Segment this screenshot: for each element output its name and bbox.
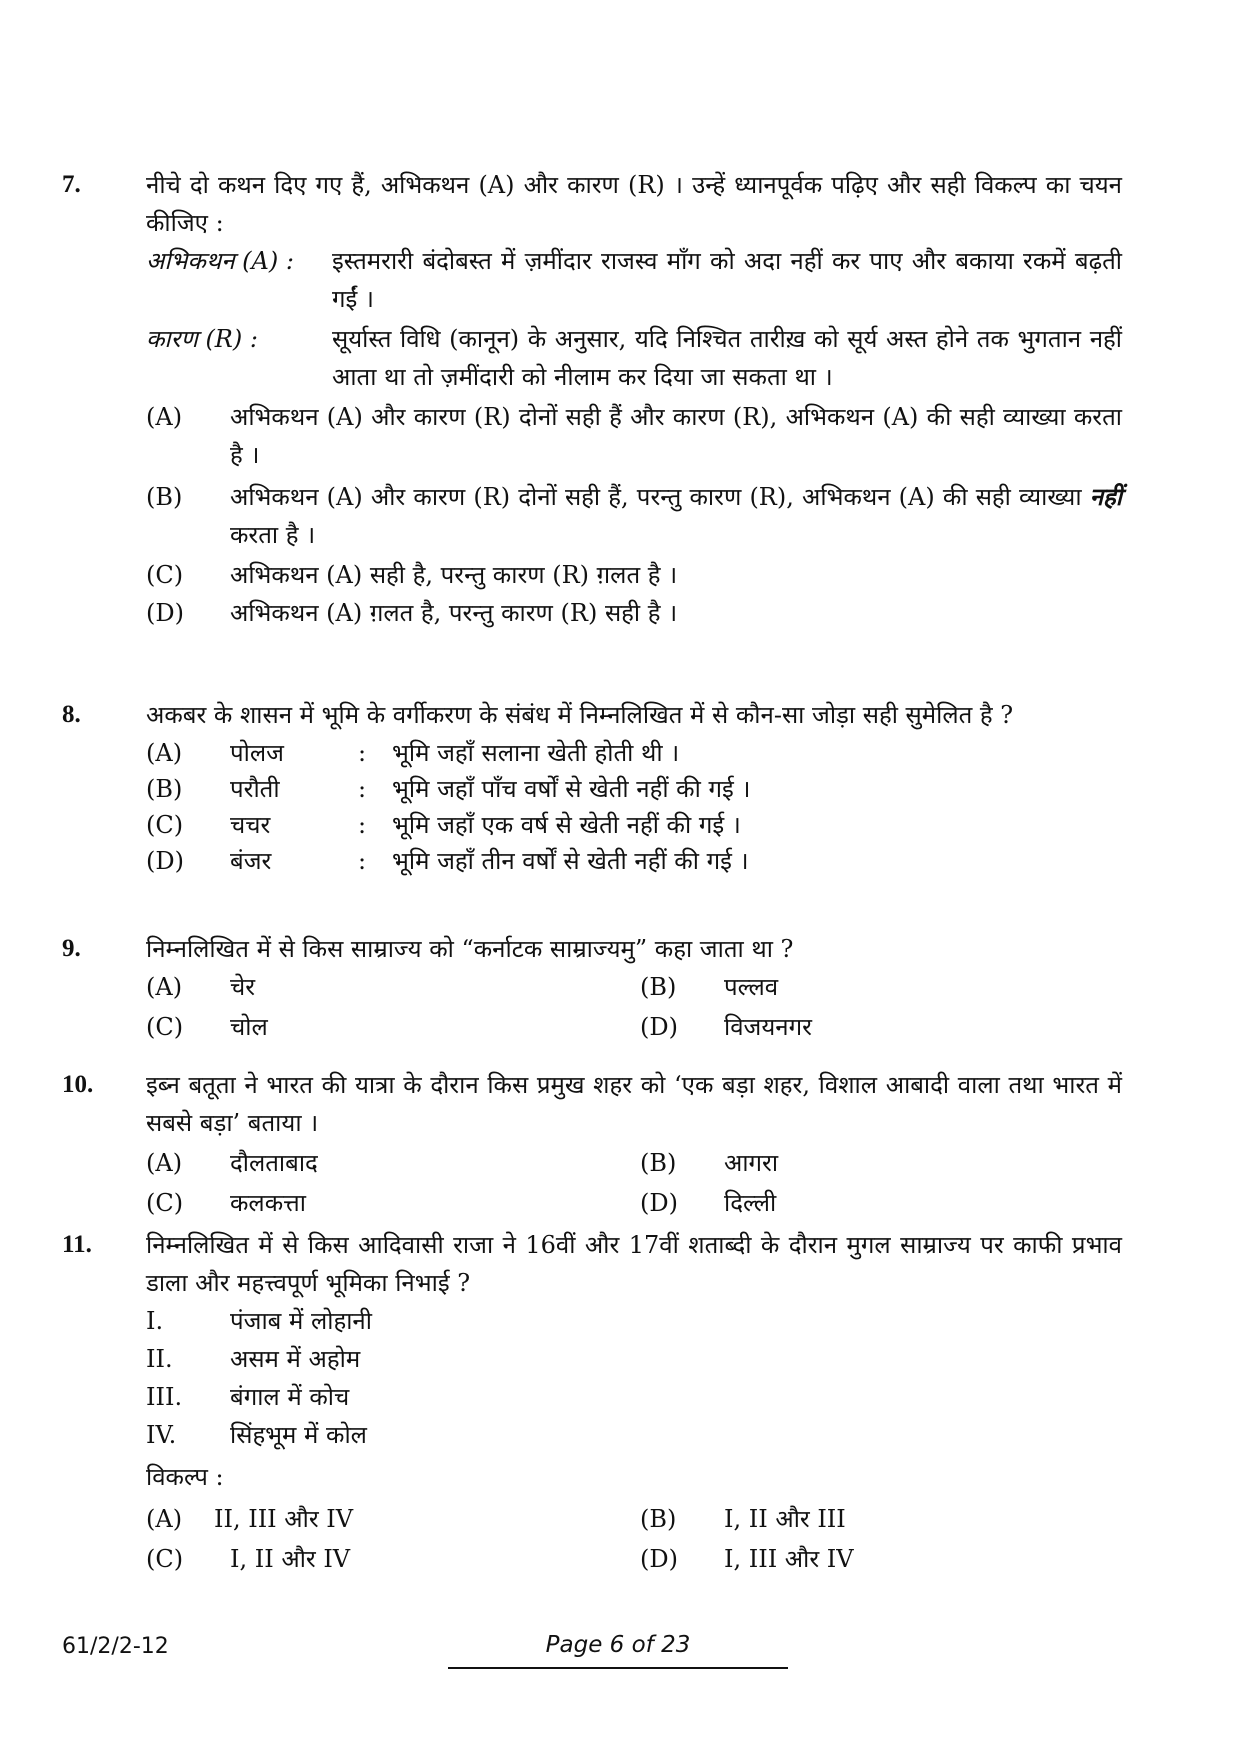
options-row-1 (62, 968, 1122, 1008)
option-text-part: अभिकथन (A) और कारण (R) दोनों सही हैं, परन्तु कारण (R), अभिकथन (A) की सही व्याख्या (230, 483, 1082, 511)
option-d (62, 842, 1122, 878)
emphasis-not: नहीं (1089, 482, 1122, 511)
option-text: अभिकथन (A) सही है, परन्तु कारण (R) ग़लत है । (230, 561, 678, 589)
option-text: दौलताबाद (230, 1149, 318, 1177)
reason-text: सूर्यास्त विधि (कानून) के अनुसार, यदि निश्चित तारीख़ को सूर्य अस्त होने तक भुगतान नहीं आता था तो ज़मींदारी को नीलाम कर दिया जा सकता था । (332, 325, 1122, 391)
option-label: (C) (146, 1013, 184, 1041)
option-term: बंजर (230, 847, 272, 875)
question-number: 8. (62, 701, 81, 728)
option-term: चचर (230, 811, 271, 839)
option-text: I, II और IV (230, 1545, 351, 1573)
option-term: पोलज (230, 739, 284, 767)
question-stem: अकबर के शासन में भूमि के वर्गीकरण के संबंध में निम्नलिखित में से कौन-सा जोड़ा सही सुमेलित है ? (146, 701, 1014, 729)
option-label: (D) (146, 847, 184, 875)
option-desc: भूमि जहाँ सलाना खेती होती थी । (392, 739, 680, 767)
option-text: I, II और III (724, 1505, 846, 1533)
question-10 (62, 1066, 1122, 1224)
option-a (146, 398, 1122, 474)
option-desc: भूमि जहाँ पाँच वर्षों से खेती नहीं की गई । (392, 775, 751, 803)
option-text: चेर (230, 973, 256, 1001)
option-label: (A) (146, 1149, 183, 1177)
option-label: (B) (640, 973, 677, 1001)
option-text: कलकत्ता (230, 1189, 306, 1217)
option-label: (D) (146, 599, 184, 627)
question-9 (62, 930, 1122, 1048)
list-item (62, 1378, 1122, 1416)
question-8 (62, 696, 1122, 878)
option-desc: भूमि जहाँ तीन वर्षों से खेती नहीं की गई । (392, 847, 749, 875)
item-label: IV. (146, 1421, 177, 1449)
option-label: (A) (146, 739, 183, 767)
options-row-2 (62, 1184, 1122, 1224)
question-stem: नीचे दो कथन दिए गए हैं, अभिकथन (A) और कारण (R) । उन्हें ध्यानपूर्वक पढ़िए और सही विकल्प का चयन कीजिए : (146, 171, 1122, 237)
assertion-label: अभिकथन (A) : (146, 247, 294, 275)
item-text: पंजाब में लोहानी (230, 1307, 372, 1335)
option-label: (A) (146, 973, 183, 1001)
item-text: सिंहभूम में कोल (230, 1421, 367, 1449)
option-label: (B) (146, 483, 183, 511)
item-label: I. (146, 1307, 164, 1335)
option-label: (D) (640, 1189, 678, 1217)
item-text: बंगाल में कोच (230, 1383, 350, 1411)
option-text (230, 478, 1122, 554)
option-label: (C) (146, 1545, 184, 1573)
question-stem: निम्नलिखित में से किस आदिवासी राजा ने 16वीं और 17वीं शताब्दी के दौरान मुगल साम्राज्य पर काफी प्रभाव डाला और महत्त्वपूर्ण भूमिका निभाई ? (146, 1231, 1122, 1297)
reason-label: कारण (R) : (146, 325, 258, 353)
option-text: I, III और IV (724, 1545, 854, 1573)
list-item (62, 1416, 1122, 1454)
option-text: चोल (230, 1013, 268, 1041)
item-label: II. (146, 1345, 173, 1373)
option-text: अभिकथन (A) और कारण (R) दोनों सही हैं और कारण (R), अभिकथन (A) की सही व्याख्या करता है । (230, 403, 1122, 469)
paper-code: 61/2/2-12 (62, 1634, 169, 1659)
option-desc: भूमि जहाँ एक वर्ष से खेती नहीं की गई । (392, 811, 741, 839)
question-number: 9. (62, 935, 81, 962)
option-text: अभिकथन (A) ग़लत है, परन्तु कारण (R) सही है । (230, 599, 678, 627)
item-label: III. (146, 1383, 183, 1411)
assertion-text: इस्तमरारी बंदोबस्त में ज़मींदार राजस्व माँग को अदा नहीं कर पाए और बकाया रकमें बढ़ती गईं । (332, 247, 1122, 313)
option-c (62, 806, 1122, 842)
option-label: (B) (146, 775, 183, 803)
question-stem: इब्न बतूता ने भारत की यात्रा के दौरान किस प्रमुख शहर को ‘एक बड़ा शहर, विशाल आबादी वाला तथा भारत में सबसे बड़ा’ बताया । (146, 1071, 1122, 1137)
options-row-1 (62, 1500, 1122, 1540)
option-c (146, 556, 1122, 594)
option-separator: : (358, 811, 367, 839)
option-term: परौती (230, 775, 280, 803)
option-separator: : (358, 775, 367, 803)
choices-label: विकल्प : (146, 1463, 224, 1491)
footer-divider (448, 1667, 788, 1669)
question-number: 11. (62, 1231, 92, 1258)
option-text: पल्लव (724, 973, 779, 1001)
choices-heading (62, 1458, 1122, 1500)
question-number: 10. (62, 1071, 94, 1098)
option-a (62, 734, 1122, 770)
option-label: (A) (146, 403, 183, 431)
option-text: II, III और IV (214, 1505, 354, 1533)
page-number: Page 6 of 23 (545, 1632, 691, 1658)
option-label: (D) (640, 1545, 678, 1573)
item-text: असम में अहोम (230, 1345, 361, 1373)
option-text: आगरा (724, 1149, 779, 1177)
option-d (146, 594, 1122, 632)
option-separator: : (358, 739, 367, 767)
question-stem: निम्नलिखित में से किस साम्राज्य को “कर्नाटक साम्राज्यमु” कहा जाता था ? (146, 935, 794, 963)
question-11 (62, 1226, 1122, 1580)
options-row-2 (62, 1008, 1122, 1048)
options-row-1 (62, 1144, 1122, 1184)
option-b (146, 478, 1122, 554)
option-label: (C) (146, 811, 184, 839)
option-label: (C) (146, 561, 184, 589)
option-label: (A) (146, 1505, 183, 1533)
assertion (146, 242, 1122, 318)
option-label: (B) (640, 1505, 677, 1533)
list-item (62, 1302, 1122, 1340)
option-label: (B) (640, 1149, 677, 1177)
option-label: (D) (640, 1013, 678, 1041)
option-text: विजयनगर (724, 1013, 812, 1041)
option-text: दिल्ली (724, 1189, 777, 1217)
reason (146, 320, 1122, 396)
list-item (62, 1340, 1122, 1378)
option-text-part: करता है । (230, 521, 316, 549)
question-7 (62, 166, 1122, 632)
option-b (62, 770, 1122, 806)
question-number: 7. (62, 171, 81, 198)
option-separator: : (358, 847, 367, 875)
options-row-2 (62, 1540, 1122, 1580)
option-label: (C) (146, 1189, 184, 1217)
